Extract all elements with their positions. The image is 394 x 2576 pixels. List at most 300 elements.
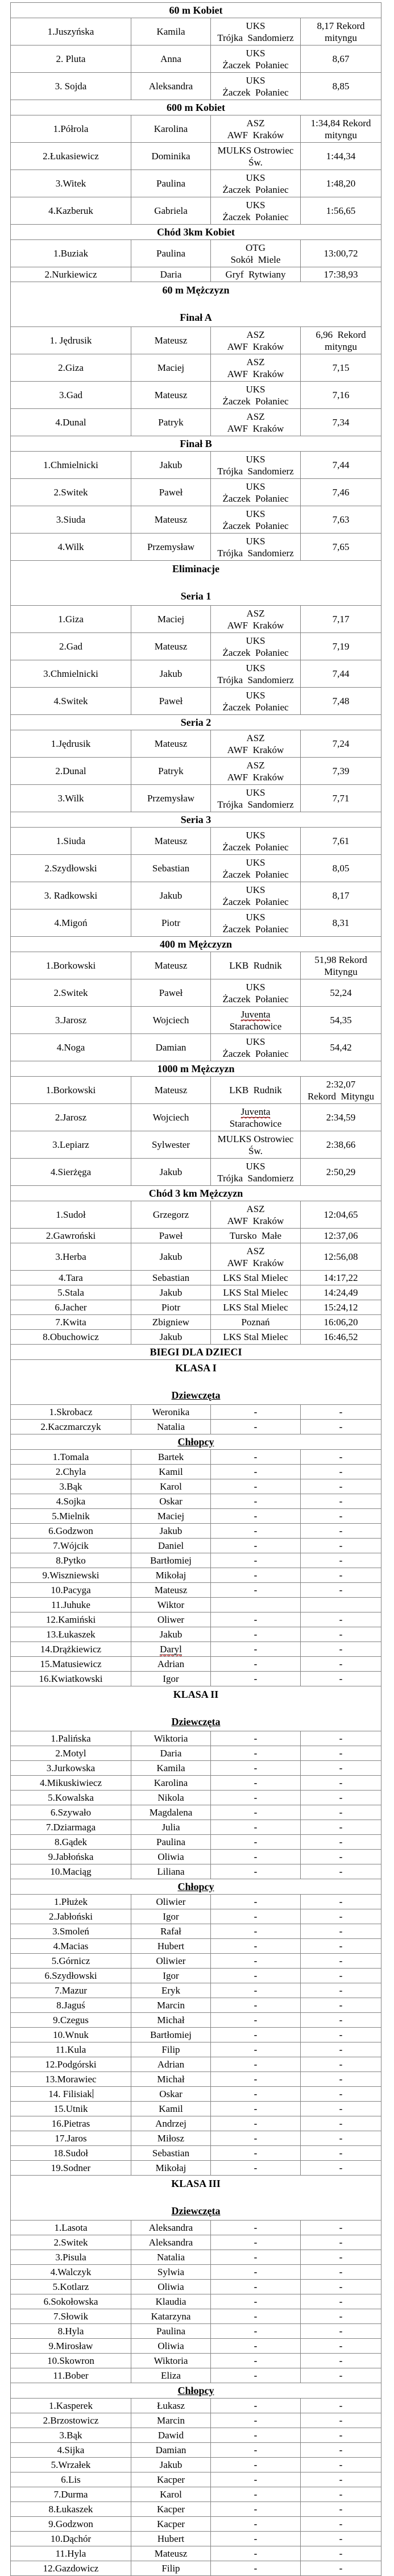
club-cell: UKS Trójka Sandomierz — [211, 785, 301, 812]
result-cell: 7,16 — [301, 382, 381, 409]
first-name-cell: Wiktoria — [131, 1731, 211, 1746]
result-cell: - — [301, 2368, 381, 2383]
rank-surname-cell: 12.Kamiński — [11, 1612, 131, 1627]
result-row — [11, 633, 381, 660]
club-cell: - — [211, 1568, 301, 1583]
result-cell: - — [301, 2458, 381, 2472]
rank-surname-cell: 1.Chmielnicki — [11, 452, 131, 479]
result-row — [11, 1895, 381, 1909]
club-cell: - — [211, 1509, 301, 1524]
result-cell: - — [301, 1746, 381, 1761]
big-header-row — [11, 2176, 381, 2221]
result-cell: - — [301, 2250, 381, 2265]
section-header: Seria 2 — [11, 715, 381, 730]
club-cell: - — [211, 1895, 301, 1909]
club-cell: - — [211, 2280, 301, 2294]
result-row — [11, 1315, 381, 1330]
result-row — [11, 1271, 381, 1285]
result-cell: 17:38,93 — [301, 267, 381, 282]
club-cell: - — [211, 2250, 301, 2265]
result-cell: - — [301, 1568, 381, 1583]
result-row — [11, 1479, 381, 1494]
club-cell: UKS Trójka Sandomierz — [211, 534, 301, 561]
first-name-cell: Kamil — [131, 1465, 211, 1479]
section-header-row — [11, 1061, 381, 1077]
result-cell: 6,96 Rekord mityngu — [301, 327, 381, 354]
first-name-cell: Michał — [131, 2013, 211, 2028]
rank-surname-cell: 8.Pytko — [11, 1553, 131, 1568]
result-cell: 8,67 — [301, 46, 381, 73]
rank-surname-cell: 5.Kotlarz — [11, 2280, 131, 2294]
club-cell: - — [211, 2517, 301, 2532]
result-cell: 1:44,34 — [301, 143, 381, 170]
first-name-cell: Jakub — [131, 1330, 211, 1345]
big-header-title: Eliminacje — [172, 563, 219, 574]
first-name-cell: Klaudia — [131, 2294, 211, 2309]
result-cell: - — [301, 1479, 381, 1494]
result-cell: - — [301, 1583, 381, 1598]
result-row — [11, 1201, 381, 1229]
rank-surname-cell: 2.Dunal — [11, 758, 131, 785]
result-cell: - — [301, 1850, 381, 1864]
rank-surname-cell: 4.Migoń — [11, 909, 131, 937]
club-cell: - — [211, 2458, 301, 2472]
result-cell: 7,24 — [301, 730, 381, 758]
result-cell: - — [301, 2116, 381, 2131]
rank-surname-cell: 1.Kasperek — [11, 2399, 131, 2413]
result-cell: - — [301, 1835, 381, 1850]
result-cell: - — [301, 1909, 381, 1924]
result-cell: 13:00,72 — [301, 240, 381, 267]
result-row — [11, 1850, 381, 1864]
result-row — [11, 506, 381, 534]
rank-surname-cell: 10.Skowron — [11, 2354, 131, 2368]
rank-surname-cell: 2.Motyl — [11, 1746, 131, 1761]
first-name-cell: Mateusz — [131, 382, 211, 409]
club-cell: - — [211, 1850, 301, 1864]
club-cell: UKS Żaczek Połaniec — [211, 382, 301, 409]
club-cell: ASZ AWF Kraków — [211, 1201, 301, 1229]
result-row — [11, 46, 381, 73]
rank-surname-cell: 14. Filisiak — [11, 2087, 131, 2102]
result-row — [11, 1598, 381, 1612]
club-cell: ASZ AWF Kraków — [211, 354, 301, 382]
club-cell: - — [211, 1864, 301, 1879]
first-name-cell: Aleksandra — [131, 2235, 211, 2250]
first-name-cell: Paulina — [131, 1835, 211, 1850]
first-name-cell: Paweł — [131, 479, 211, 506]
rank-surname-cell: 3.Bąk — [11, 1479, 131, 1494]
club-cell: ASZ AWF Kraków — [211, 115, 301, 143]
first-name-cell: Łukasz — [131, 2399, 211, 2413]
club-cell: - — [211, 1420, 301, 1434]
result-cell: 12:04,65 — [301, 1201, 381, 1229]
club-cell: UKS Żaczek Połaniec — [211, 170, 301, 197]
first-name-cell: Kamila — [131, 18, 211, 46]
section-header-row — [11, 937, 381, 952]
result-row — [11, 1077, 381, 1104]
result-row — [11, 327, 381, 354]
rank-surname-cell: 6.Godzwon — [11, 1524, 131, 1539]
result-row — [11, 1553, 381, 1568]
club-cell: UKS Żaczek Połaniec — [211, 855, 301, 882]
result-cell: - — [301, 2102, 381, 2116]
first-name-cell: Mateusz — [131, 2546, 211, 2561]
rank-surname-cell: 3.Pisula — [11, 2250, 131, 2265]
section-header-row — [11, 812, 381, 828]
result-cell: - — [301, 1820, 381, 1835]
result-row — [11, 1450, 381, 1465]
first-name-cell: Dawid — [131, 2428, 211, 2443]
club-cell: ASZ AWF Kraków — [211, 606, 301, 633]
section-header: Chód 3 km Mężczyzn — [11, 1186, 381, 1201]
result-cell: - — [301, 2324, 381, 2339]
rank-surname-cell: 9.Godzwon — [11, 2517, 131, 2532]
club-cell: - — [211, 1805, 301, 1820]
first-name-cell: Oliwer — [131, 1612, 211, 1627]
result-row — [11, 1672, 381, 1686]
result-cell: 12:37,06 — [301, 1229, 381, 1243]
first-name-cell: Jakub — [131, 1243, 211, 1271]
first-name-cell: Andrzej — [131, 2116, 211, 2131]
club-cell: - — [211, 2057, 301, 2072]
result-row — [11, 1034, 381, 1061]
section-header: 400 m Mężczyzn — [11, 937, 381, 952]
club-cell: - — [211, 1954, 301, 1969]
club-cell — [211, 1598, 301, 1612]
result-row — [11, 1954, 381, 1969]
result-row — [11, 1568, 381, 1583]
result-cell: - — [301, 1553, 381, 1568]
club-cell: - — [211, 1465, 301, 1479]
result-row — [11, 2028, 381, 2042]
result-row — [11, 882, 381, 909]
rank-surname-cell: 2.Jarosz — [11, 1104, 131, 1131]
result-cell: - — [301, 2265, 381, 2280]
result-row — [11, 2102, 381, 2116]
first-name-cell: Kamil — [131, 2102, 211, 2116]
rank-surname-cell: 6.Szywało — [11, 1805, 131, 1820]
rank-surname-cell: 3.Lepiarz — [11, 1131, 131, 1159]
rank-surname-cell: 17.Jaros — [11, 2131, 131, 2146]
first-name-cell: Natalia — [131, 1420, 211, 1434]
result-row — [11, 240, 381, 267]
club-cell: - — [211, 2354, 301, 2368]
rank-surname-cell: 8.Jaguś — [11, 1998, 131, 2013]
rank-surname-cell: 6.Sokołowska — [11, 2294, 131, 2309]
result-row — [11, 534, 381, 561]
first-name-cell: Przemysław — [131, 785, 211, 812]
rank-surname-cell: 9.Jabłońska — [11, 1850, 131, 1864]
result-cell: 7,15 — [301, 354, 381, 382]
result-row — [11, 730, 381, 758]
rank-surname-cell: 3.Bąk — [11, 2428, 131, 2443]
club-cell: - — [211, 1983, 301, 1998]
result-cell: - — [301, 1612, 381, 1627]
result-row — [11, 1330, 381, 1345]
first-name-cell: Maciej — [131, 354, 211, 382]
club-cell: - — [211, 2413, 301, 2428]
result-row — [11, 2309, 381, 2324]
rank-surname-cell: 6.Szydłowski — [11, 1969, 131, 1983]
first-name-cell: Oskar — [131, 1494, 211, 1509]
result-row — [11, 2131, 381, 2146]
first-name-cell: Mateusz — [131, 730, 211, 758]
club-cell: ASZ AWF Kraków — [211, 730, 301, 758]
result-row — [11, 2072, 381, 2087]
rank-surname-cell: 14.Drążkiewicz — [11, 1642, 131, 1657]
first-name-cell: Magdalena — [131, 1805, 211, 1820]
club-cell: - — [211, 2561, 301, 2576]
first-name-cell: Mateusz — [131, 1583, 211, 1598]
first-name-cell: Mateusz — [131, 327, 211, 354]
first-name-cell: Wiktor — [131, 1598, 211, 1612]
result-row — [11, 1627, 381, 1642]
result-row — [11, 1776, 381, 1791]
result-row — [11, 2042, 381, 2057]
first-name-cell: Oliwia — [131, 2280, 211, 2294]
result-row — [11, 1229, 381, 1243]
result-row — [11, 2472, 381, 2487]
result-cell: - — [301, 1939, 381, 1954]
result-cell: 7,17 — [301, 606, 381, 633]
club-cell: - — [211, 2294, 301, 2309]
result-row — [11, 1612, 381, 1627]
rank-surname-cell: 2.Jabłoński — [11, 1909, 131, 1924]
result-row — [11, 2087, 381, 2102]
result-cell: 8,05 — [301, 855, 381, 882]
result-row — [11, 855, 381, 882]
result-row — [11, 197, 381, 225]
big-header-row — [11, 282, 381, 327]
rank-surname-cell: 2.Switek — [11, 479, 131, 506]
rank-surname-cell: 1. Jędrusik — [11, 327, 131, 354]
rank-surname-cell: 10.Wnuk — [11, 2028, 131, 2042]
result-row — [11, 2443, 381, 2458]
rank-surname-cell: 3. Sojda — [11, 73, 131, 100]
first-name-cell: Igor — [131, 1909, 211, 1924]
club-cell: - — [211, 1761, 301, 1776]
result-row — [11, 2280, 381, 2294]
result-cell: - — [301, 2339, 381, 2354]
result-row — [11, 1657, 381, 1672]
club-cell: - — [211, 1612, 301, 1627]
club-cell: UKS Żaczek Połaniec — [211, 479, 301, 506]
club-cell: - — [211, 2235, 301, 2250]
result-cell: - — [301, 1509, 381, 1524]
result-row — [11, 354, 381, 382]
first-name-cell: Bartłomiej — [131, 1553, 211, 1568]
result-cell: 54,35 — [301, 1007, 381, 1034]
result-cell: - — [301, 2042, 381, 2057]
rank-surname-cell: 4.Kazberuk — [11, 197, 131, 225]
club-cell: - — [211, 1642, 301, 1657]
misspelled-word: Juventa — [240, 1106, 271, 1117]
rank-surname-cell: 7.Dziarmaga — [11, 1820, 131, 1835]
result-row — [11, 909, 381, 937]
rank-surname-cell: 9.Mirosław — [11, 2339, 131, 2354]
club-cell: - — [211, 2087, 301, 2102]
result-row — [11, 688, 381, 715]
result-row — [11, 1924, 381, 1939]
result-cell: - — [301, 2131, 381, 2146]
club-cell: - — [211, 2324, 301, 2339]
result-row — [11, 2013, 381, 2028]
rank-surname-cell: 7.Mazur — [11, 1983, 131, 1998]
result-cell: - — [301, 1924, 381, 1939]
club-cell: - — [211, 1939, 301, 1954]
result-cell: - — [301, 2517, 381, 2532]
rank-surname-cell: 1.Płużek — [11, 1895, 131, 1909]
first-name-cell: Marcin — [131, 1998, 211, 2013]
club-cell: - — [211, 2161, 301, 2176]
result-cell: - — [301, 1450, 381, 1465]
result-cell: 7,34 — [301, 409, 381, 436]
rank-surname-cell: 15.Matusiewicz — [11, 1657, 131, 1672]
rank-surname-cell: 3.Jarosz — [11, 1007, 131, 1034]
first-name-cell: Nikola — [131, 1791, 211, 1805]
result-row — [11, 2265, 381, 2280]
result-row — [11, 143, 381, 170]
section-header: 60 m Kobiet — [11, 3, 381, 18]
first-name-cell: Sebastian — [131, 1271, 211, 1285]
rank-surname-cell: 15.Utnik — [11, 2102, 131, 2116]
result-cell: 2:38,66 — [301, 1131, 381, 1159]
big-header-subtitle: Dziewczęta — [171, 1390, 221, 1401]
result-cell: - — [301, 1998, 381, 2013]
rank-surname-cell: 8.Hyla — [11, 2324, 131, 2339]
first-name-cell: Grzegorz — [131, 1201, 211, 1229]
rank-surname-cell: 1.Buziak — [11, 240, 131, 267]
rank-surname-cell: 8.Obuchowicz — [11, 1330, 131, 1345]
result-row — [11, 1805, 381, 1820]
first-name-cell: Jakub — [131, 1285, 211, 1300]
result-cell: 12:56,08 — [301, 1243, 381, 1271]
first-name-cell: Kacper — [131, 2502, 211, 2517]
result-row — [11, 2354, 381, 2368]
first-name-cell: Jakub — [131, 2458, 211, 2472]
club-cell: - — [211, 1494, 301, 1509]
club-cell: - — [211, 1553, 301, 1568]
rank-surname-cell: 2.Gad — [11, 633, 131, 660]
club-cell: - — [211, 2546, 301, 2561]
result-cell: 7,44 — [301, 660, 381, 688]
section-header: 1000 m Mężczyzn — [11, 1061, 381, 1077]
result-cell: 2:34,59 — [301, 1104, 381, 1131]
rank-surname-cell: 10.Dąchór — [11, 2532, 131, 2546]
first-name-cell: Mikołaj — [131, 2161, 211, 2176]
club-cell: Juventa Starachowice — [211, 1104, 301, 1131]
rank-surname-cell: 4.Switek — [11, 688, 131, 715]
result-row — [11, 1405, 381, 1420]
result-row — [11, 2339, 381, 2354]
result-row — [11, 660, 381, 688]
misspelled-word: Juventa — [240, 1008, 271, 1020]
result-cell: 8,31 — [301, 909, 381, 937]
rank-surname-cell: 1.Półrola — [11, 115, 131, 143]
club-cell: UKS Żaczek Połaniec — [211, 979, 301, 1007]
club-cell: ASZ AWF Kraków — [211, 409, 301, 436]
rank-surname-cell: 1.Skrobacz — [11, 1405, 131, 1420]
rank-surname-cell: 10.Maciąg — [11, 1864, 131, 1879]
result-row — [11, 758, 381, 785]
first-name-cell: Oskar — [131, 2087, 211, 2102]
result-cell: - — [301, 2413, 381, 2428]
section-header-row — [11, 1434, 381, 1450]
first-name-cell: Filip — [131, 2561, 211, 2576]
result-row — [11, 1761, 381, 1776]
result-row — [11, 2161, 381, 2176]
rank-surname-cell: 7.Durma — [11, 2487, 131, 2502]
club-cell: LKB Rudnik — [211, 1077, 301, 1104]
result-cell: - — [301, 2087, 381, 2102]
result-cell: 16:46,52 — [301, 1330, 381, 1345]
first-name-cell: Damian — [131, 2443, 211, 2458]
section-header: Chłopcy — [11, 1879, 381, 1895]
result-row — [11, 1524, 381, 1539]
result-cell: - — [301, 2354, 381, 2368]
section-header-row — [11, 436, 381, 452]
rank-surname-cell: 1.Lasota — [11, 2221, 131, 2235]
first-name-cell: Paweł — [131, 979, 211, 1007]
rank-surname-cell: 5.Górnicz — [11, 1954, 131, 1969]
club-cell: - — [211, 1835, 301, 1850]
club-cell: - — [211, 2102, 301, 2116]
result-cell: 14:24,49 — [301, 1285, 381, 1300]
result-cell: - — [301, 2161, 381, 2176]
result-cell: - — [301, 2294, 381, 2309]
big-header — [11, 1686, 381, 1731]
first-name-cell: Katarzyna — [131, 2309, 211, 2324]
result-cell: - — [301, 2221, 381, 2235]
club-cell: - — [211, 1820, 301, 1835]
section-header: 600 m Kobiet — [11, 100, 381, 115]
result-row — [11, 1864, 381, 1879]
first-name-cell: Paulina — [131, 240, 211, 267]
big-header — [11, 561, 381, 606]
club-cell: ASZ AWF Kraków — [211, 1243, 301, 1271]
result-row — [11, 2399, 381, 2413]
first-name-cell: Julia — [131, 1820, 211, 1835]
result-cell: 7,63 — [301, 506, 381, 534]
club-cell: MULKS Ostrowiec Św. — [211, 143, 301, 170]
result-cell: - — [301, 2502, 381, 2517]
result-cell: - — [301, 1731, 381, 1746]
rank-surname-cell: 6.Jacher — [11, 1300, 131, 1315]
club-cell: - — [211, 2072, 301, 2087]
result-row — [11, 1835, 381, 1850]
result-row — [11, 1969, 381, 1983]
club-cell: UKS Żaczek Połaniec — [211, 909, 301, 937]
rank-surname-cell: 3.Siuda — [11, 506, 131, 534]
first-name-cell: Oliwia — [131, 1850, 211, 1864]
result-cell: 7,46 — [301, 479, 381, 506]
club-cell: - — [211, 2221, 301, 2235]
big-header-title: KLASA I — [175, 1362, 217, 1374]
result-cell: - — [301, 2028, 381, 2042]
club-cell: - — [211, 1791, 301, 1805]
first-name-cell: Mateusz — [131, 633, 211, 660]
first-name-cell: Sebastian — [131, 855, 211, 882]
rank-surname-cell: 12.Podgórski — [11, 2057, 131, 2072]
rank-surname-cell: 8.Łukaszek — [11, 2502, 131, 2517]
club-cell: - — [211, 2116, 301, 2131]
result-row — [11, 18, 381, 46]
first-name-cell: Filip — [131, 2042, 211, 2057]
big-header-subtitle: Dziewczęta — [171, 1716, 221, 1727]
club-cell: LKS Stal Mielec — [211, 1300, 301, 1315]
big-header-subtitle: Seria 1 — [180, 590, 211, 602]
